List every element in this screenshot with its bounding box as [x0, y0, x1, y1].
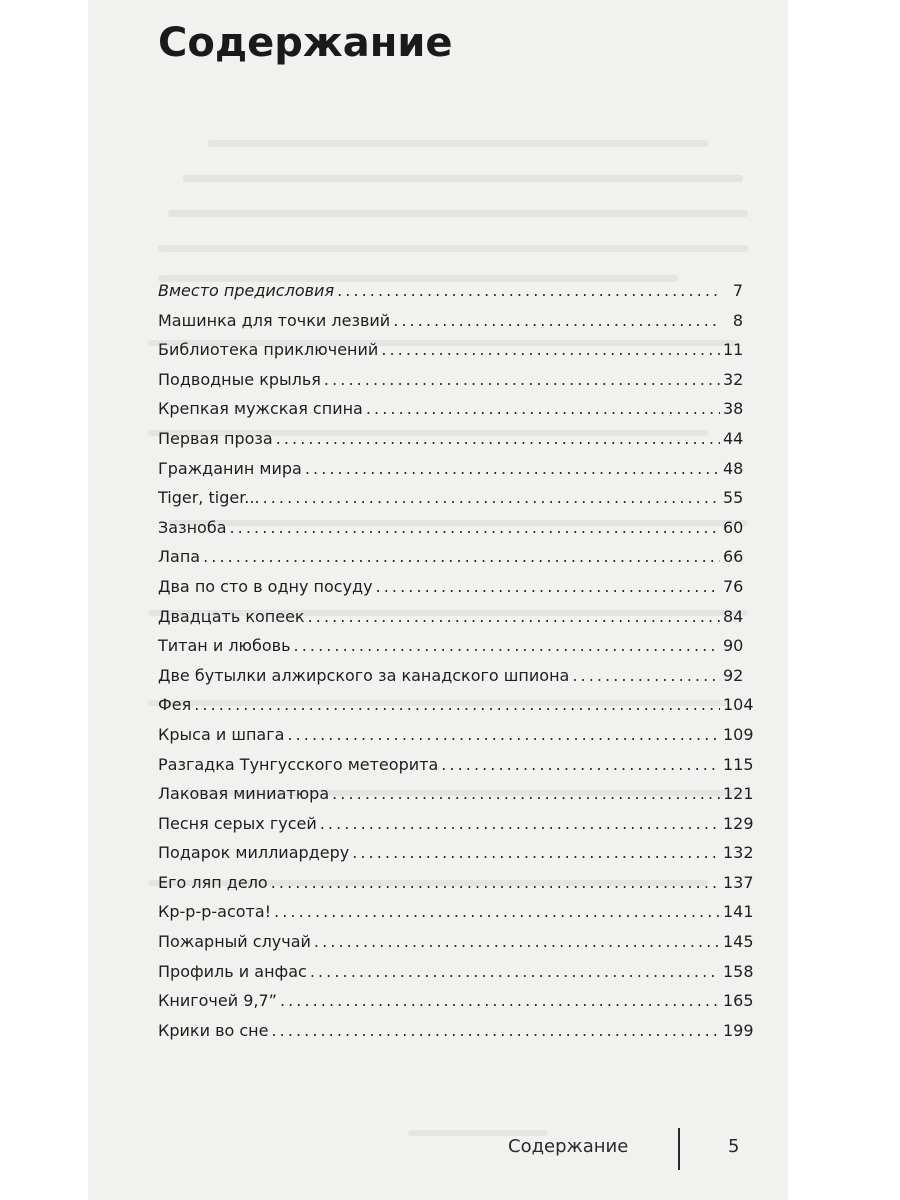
toc-entry-page: 92 [723, 665, 744, 685]
toc-entry-title: Tiger, tiger... [158, 488, 260, 508]
footer-divider [678, 1128, 680, 1170]
toc-entry-title: Крики во сне [158, 1020, 269, 1040]
dot-leader [194, 695, 720, 714]
table-of-contents [158, 281, 754, 1050]
toc-entry [158, 311, 743, 341]
toc-entry-title: Двадцать копеек [158, 606, 305, 626]
toc-entry-title: Разгадка Тунгусского метеорита [158, 754, 439, 774]
toc-entry-page: 165 [723, 991, 754, 1011]
toc-entry-title: Два по сто в одну посуду [158, 576, 373, 596]
toc-entry [158, 872, 754, 903]
toc-entry-page: 8 [732, 310, 743, 330]
toc-entry [158, 813, 754, 844]
page-number: 5 [728, 1136, 740, 1157]
dot-leader [305, 459, 720, 478]
dot-leader [230, 518, 721, 537]
toc-entry-title: Подводные крылья [158, 369, 321, 389]
dot-leader [332, 784, 720, 803]
toc-entry [158, 459, 743, 489]
toc-entry-title: Машинка для точки лезвий [158, 310, 391, 330]
toc-entry-title: Подарок миллиардеру [158, 843, 350, 863]
toc-entry [158, 577, 743, 607]
toc-entry-page: 104 [723, 695, 754, 715]
toc-entry-title: Крепкая мужская спина [158, 399, 363, 419]
toc-entry-title: Пожарный случай [158, 932, 311, 952]
toc-entry-title: Зазноба [158, 517, 227, 537]
toc-entry-page: 145 [723, 932, 754, 952]
dot-leader [381, 340, 720, 359]
dot-leader [441, 755, 720, 774]
dot-leader [276, 429, 720, 448]
toc-entry-title: Книгочей 9,7” [158, 991, 277, 1011]
toc-entry [158, 340, 743, 370]
toc-entry-title: Кр-р-р-асота! [158, 902, 272, 922]
toc-entry [158, 607, 743, 637]
toc-entry-page: 60 [723, 517, 744, 537]
toc-entry-page: 141 [723, 902, 754, 922]
dot-leader [310, 962, 720, 981]
toc-entry-title: Лаковая миниатюра [158, 784, 330, 804]
toc-entry-page: 38 [723, 399, 744, 419]
toc-entry-page: 199 [723, 1020, 754, 1040]
toc-entry-title: Крыса и шпага [158, 724, 285, 744]
dot-leader [203, 547, 720, 566]
toc-entry [158, 784, 754, 814]
toc-entry-title: Фея [158, 695, 192, 715]
toc-entry-page: 7 [732, 281, 743, 300]
toc-entry-page: 158 [723, 961, 754, 981]
dot-leader [287, 725, 720, 744]
toc-entry-page: 129 [723, 813, 754, 833]
dot-leader [294, 636, 720, 655]
toc-entry-title: Две бутылки алжирского за канадского шпиона [158, 665, 570, 685]
dot-leader [352, 843, 720, 862]
toc-entry-title: Гражданин мира [158, 458, 302, 478]
toc-entry [158, 666, 743, 696]
dot-leader [271, 873, 720, 892]
toc-entry-title: Вместо предисловия [158, 281, 335, 300]
toc-entry [158, 754, 754, 785]
toc-entry [158, 429, 743, 459]
toc-entry [158, 991, 754, 1021]
toc-entry-page: 55 [723, 488, 744, 508]
toc-entry [158, 932, 754, 962]
toc-entry-page: 115 [723, 754, 754, 774]
toc-entry-title: Песня серых гусей [158, 813, 317, 833]
dot-leader [308, 607, 720, 626]
toc-entry-page: 137 [723, 872, 754, 892]
toc-entry-title: Титан и любовь [158, 636, 291, 656]
toc-entry [158, 695, 754, 725]
toc-entry [158, 1020, 754, 1051]
toc-entry [158, 488, 743, 518]
dot-leader [366, 399, 720, 418]
toc-entry-page: 90 [723, 636, 744, 656]
toc-entry-page: 132 [723, 843, 754, 863]
dot-leader [320, 814, 720, 833]
toc-entry-page: 32 [723, 369, 744, 389]
toc-entry [158, 961, 754, 992]
toc-entry [158, 902, 754, 932]
toc-entry-page: 48 [723, 458, 744, 478]
dot-leader [337, 281, 720, 300]
toc-entry [158, 370, 743, 400]
dot-leader [280, 991, 720, 1010]
toc-entry-page: 11 [723, 340, 744, 360]
dot-leader [263, 488, 720, 507]
toc-entry-page: 109 [723, 724, 754, 744]
toc-entry-title: Профиль и анфас [158, 961, 307, 981]
dot-leader [324, 370, 720, 389]
running-footer-label: Содержание [508, 1136, 629, 1157]
dot-leader [572, 666, 720, 685]
toc-entry [158, 399, 743, 429]
toc-entry-page: 84 [723, 606, 744, 626]
dot-leader [376, 577, 720, 596]
dot-leader [271, 1021, 720, 1040]
toc-entry [158, 636, 743, 666]
toc-entry-page: 44 [723, 428, 744, 448]
dot-leader [314, 932, 720, 951]
toc-entry [158, 281, 743, 311]
toc-entry-page: 76 [723, 576, 744, 596]
dot-leader [393, 311, 720, 330]
toc-entry-title: Первая проза [158, 428, 273, 448]
toc-entry [158, 518, 743, 548]
toc-entry-title: Лапа [158, 547, 201, 567]
toc-entry-page: 66 [723, 547, 744, 567]
page-title: Содержание [158, 20, 453, 66]
book-page [88, 0, 788, 1200]
toc-entry [158, 843, 754, 873]
toc-entry-title: Библиотека приключений [158, 340, 379, 360]
toc-entry-title: Его ляп дело [158, 872, 268, 892]
toc-entry [158, 547, 743, 577]
dot-leader [274, 902, 720, 921]
toc-entry-page: 121 [723, 784, 754, 804]
toc-entry [158, 724, 754, 755]
